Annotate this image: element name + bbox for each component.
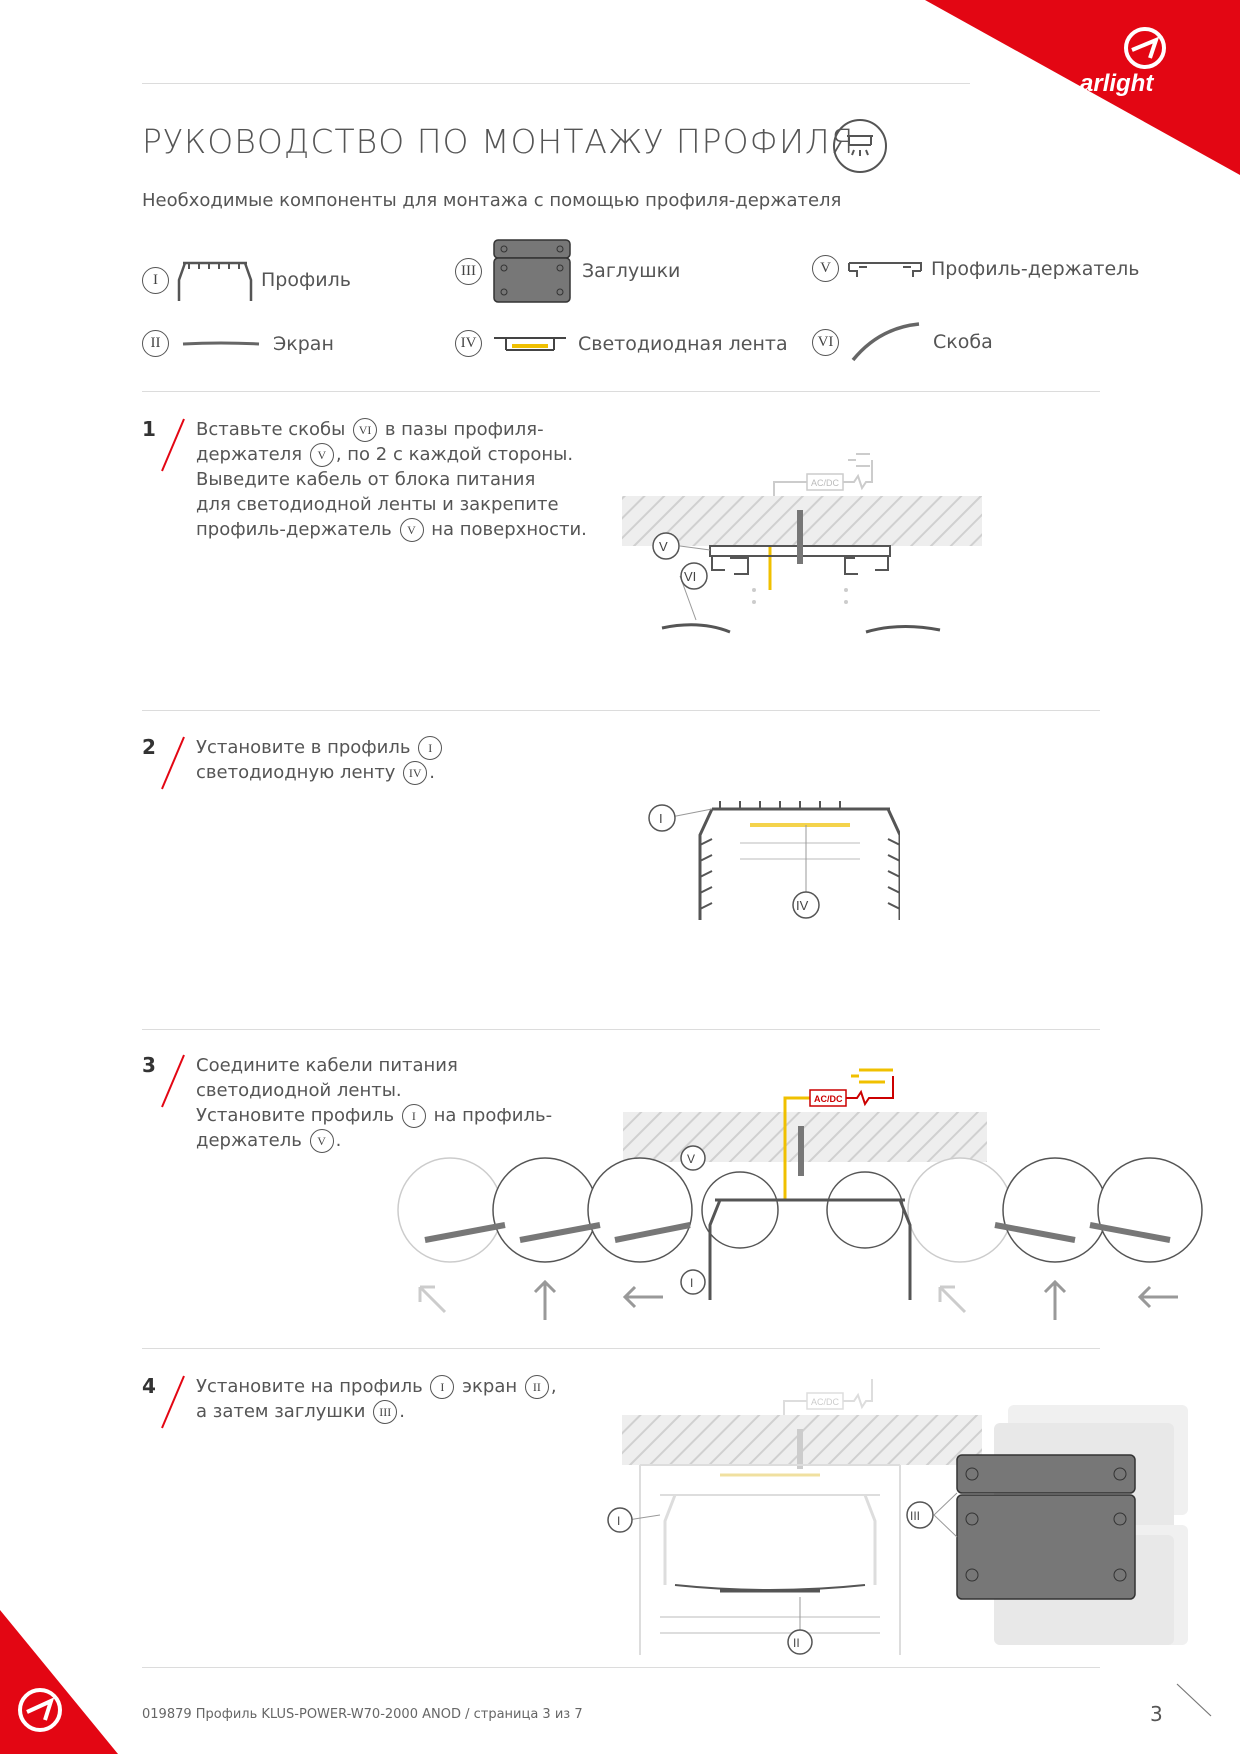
roman-num: V <box>812 255 839 282</box>
roman-ref: V <box>400 518 424 542</box>
svg-text:I: I <box>659 811 663 826</box>
roman-ref: I <box>402 1104 426 1128</box>
component-bracket <box>812 320 993 364</box>
component-label: Экран <box>273 332 334 355</box>
component-profile <box>142 255 351 305</box>
bracket-icon <box>849 320 923 364</box>
step-slash-icon <box>158 1374 188 1430</box>
acdc-label: AC/DC <box>811 478 840 488</box>
step-1-text: Вставьте скобы VI в пазы профиля- держателя V , по 2 с каждой стороны. Выведите кабель от блока питания для светодиодной ленты и закрепите профиль-держатель V на поверхности. <box>196 419 587 540</box>
roman-ref: I <box>418 736 442 760</box>
section-divider <box>142 391 1100 392</box>
roman-num: II <box>142 330 169 357</box>
roman-num: VI <box>812 329 839 356</box>
step-number: 3 <box>142 1053 156 1077</box>
roman-ref: VI <box>353 418 377 442</box>
component-label: Профиль <box>261 269 351 291</box>
component-holder <box>812 255 1140 282</box>
brand-name: arlight <box>1080 70 1154 97</box>
page-number: 3 <box>1150 1702 1163 1726</box>
roman-ref: IV <box>403 761 427 785</box>
led-strip-icon <box>490 332 570 356</box>
profile-icon <box>175 255 255 305</box>
step-slash-icon <box>158 1053 188 1109</box>
roman-ref: III <box>373 1400 397 1424</box>
step-2-diagram <box>640 795 900 935</box>
end-cap-icon <box>490 238 574 304</box>
svg-text:VI: VI <box>684 569 697 584</box>
step-1-diagram <box>600 440 1000 650</box>
step-4-diagram <box>600 1355 1200 1655</box>
step-number: 1 <box>142 417 156 441</box>
svg-text:III: III <box>910 1509 921 1523</box>
roman-ref: V <box>310 1129 334 1153</box>
svg-text:I: I <box>617 1514 621 1528</box>
step-slash-icon <box>158 735 188 791</box>
roman-ref: II <box>525 1375 549 1399</box>
roman-num: III <box>455 258 482 285</box>
step-2-text: Установите в профиль I светодиодную ленту IV . <box>196 735 444 785</box>
step-number: 4 <box>142 1374 156 1398</box>
component-label: Скоба <box>933 331 993 353</box>
acdc-label: AC/DC <box>814 1094 843 1104</box>
step-number: 2 <box>142 735 156 759</box>
roman-ref: I <box>430 1375 454 1399</box>
component-screen <box>142 330 334 357</box>
component-label: Профиль-держатель <box>931 257 1140 280</box>
acdc-label: AC/DC <box>811 1397 840 1407</box>
page-subtitle: Необходимые компоненты для монтажа с помощью профиля-держателя <box>142 190 842 211</box>
page-title: РУКОВОДСТВО ПО МОНТАЖУ ПРОФИЛЯ <box>142 122 855 161</box>
section-divider <box>142 710 1100 711</box>
footer-divider <box>142 1667 1100 1668</box>
svg-text:V: V <box>659 539 668 554</box>
roman-num: I <box>142 267 169 294</box>
component-endcaps <box>455 238 680 304</box>
component-led-strip <box>455 330 788 357</box>
step-4-text: Установите на профиль I экран II , а затем заглушки III . <box>196 1376 557 1422</box>
step-slash-icon <box>158 417 188 473</box>
svg-text:V: V <box>687 1152 696 1166</box>
section-divider <box>142 1029 1100 1030</box>
step-3-diagram <box>385 1050 1230 1330</box>
screen-icon <box>181 334 261 354</box>
footer-doc-info: 019879 Профиль KLUS-POWER-W70-2000 ANOD / страница 3 из 7 <box>142 1707 583 1722</box>
svg-text:I: I <box>690 1276 694 1290</box>
page-corner-slash-icon <box>1175 1680 1215 1720</box>
svg-text:IV: IV <box>796 898 809 913</box>
component-label: Заглушки <box>582 260 681 282</box>
roman-ref: V <box>310 443 334 467</box>
roman-num: IV <box>455 330 482 357</box>
ceiling-lamp-icon <box>832 118 888 174</box>
holder-profile-icon <box>845 257 925 281</box>
section-divider <box>142 1348 1100 1349</box>
top-divider <box>142 83 970 84</box>
component-label: Светодиодная лента <box>578 332 788 355</box>
step-3-text: Соедините кабели питания светодиодной ленты. Установите профиль I на профиль- держатель V . <box>196 1055 553 1151</box>
svg-text:II: II <box>793 1636 800 1650</box>
